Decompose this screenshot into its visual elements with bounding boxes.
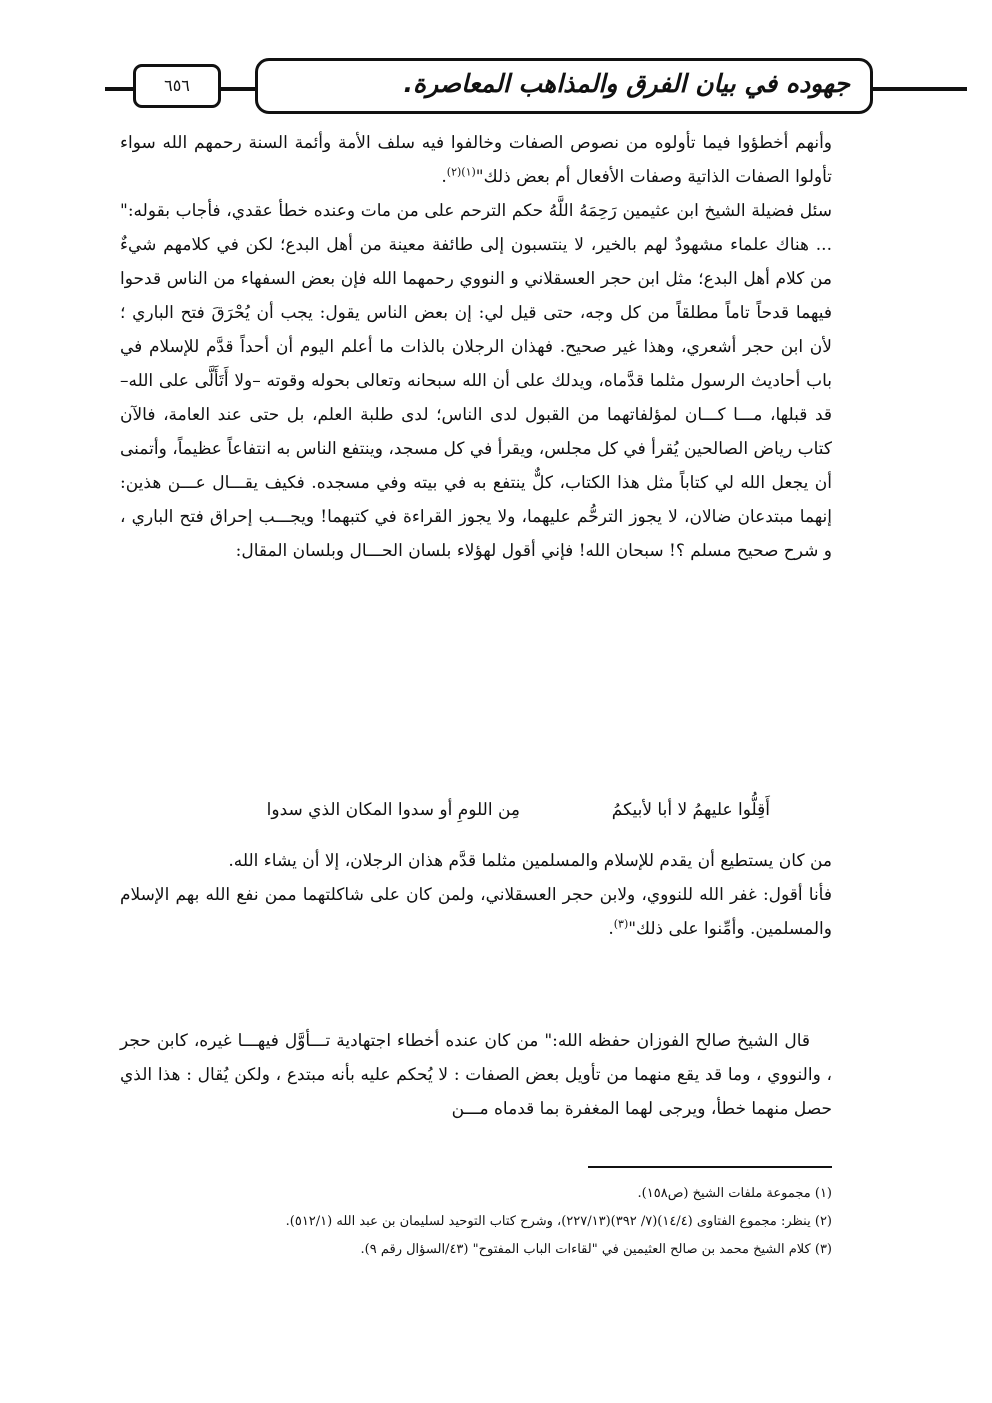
paragraph-3: من كان يستطيع أن يقدم للإسلام والمسلمين مثلما قدَّم هذان الرجلان، إلا أن يشاء الله. xyxy=(228,851,832,871)
paragraph-4-end: . xyxy=(608,919,614,939)
poetry-verse xyxy=(120,793,832,827)
footnote-separator xyxy=(588,1166,832,1168)
running-title: جهوده في بيان الفرق والمذاهب المعاصرة. xyxy=(403,69,850,98)
running-title-box xyxy=(255,58,873,114)
footnote-2: (٢) ينظر: مجموع الفتاوى (١٤/٤)(٧/ ٣٩٢)(٢٢٧/١٣)، وشرح كتاب التوحيد لسليمان بن عبد الله (٥١٢/١). xyxy=(285,1214,832,1229)
footnote-3: (٣) كلام الشيخ محمد بن صالح العثيمين في "لقاءات الباب المفتوح" (٤٣/السؤال رقم ٩). xyxy=(360,1242,832,1257)
page-number: ٦٥٦ xyxy=(164,76,190,95)
header-rule-right xyxy=(871,87,967,91)
header-rule-middle xyxy=(219,87,257,91)
paragraph-5: قال الشيخ صالح الفوزان حفظه الله:" من كان عنده أخطاء اجتهادية تـــأوَّل فيهـــا غيره، كابن حجر ، والنووي ، وما قد يقع منهما من تأويل بعض الصفات : لا يُحكم عليه بأنه مبتدع ، ولكن يُقال : هذا الذي حصل منهما خطأ، ويرجى لهما المغفرة بما قدماه مـــن xyxy=(120,1031,832,1119)
paragraph-1-end: . xyxy=(441,167,447,187)
paragraph-1-text: وأنهم أخطؤوا فيما تأولوه من نصوص الصفات وخالفوا فيه سلف الأمة وأئمة السنة رحمهم الله سواء تأولوا الصفات الذاتية وصفات الأفعال أم بعض ذلك" xyxy=(120,133,832,187)
paragraph-2: سئل فضيلة الشيخ ابن عثيمين رَحِمَهُ اللَّهُ حكم الترحم على من مات وعنده خطأ عقدي، فأجاب بقوله:" ... هناك علماء مشهودٌ لهم بالخير، لا ينتسبون إلى طائفة معينة من أهل البدع؛ لكن في كلامهم شيءٌ من كلام أهل البدع؛ مثل ابن حجر العسقلاني و النووي رحمهما الله فإن بعض السفهاء من الناس قدحوا فيهما قدحاً تاماً مطلقاً من كل وجه، حتى قيل لي: إن بعض الناس يقول: يجب أن يُحْرَقَ فتح الباري ؛ لأن ابن حجر أشعري، وهذا غير صحيح. فهذان الرجلان بالذات ما أعلم اليوم أن أحداً قدَّم للإسلام في باب أحاديث الرسول مثلما قدَّماه، ويدلك على أن الله سبحانه وتعالى بحوله وقوته –ولا أَتَأَلَّى على الله– قد قبلها، مـــا كـــان لمؤلفاتهما من القبول لدى الناس؛ لدى طلبة العلم، بل حتى عند العامة، فالآن كتاب رياض الصالحين يُقرأ في كل مجلس، ويقرأ في كل مسجد، وينتفع الناس به انتفاعاً عظيماً، وأتمنى أن يجعل الله لي كتاباً مثل هذا الكتاب، كلٌّ ينتفع به في بيته وفي مسجده. فكيف يقـــال عـــن هذين: إنهما مبتدعان ضالان، لا يجوز الترحُّم عليهما، ولا يجوز القراءة في كتبهما! ويجـــب إحراق فتح الباري ، و شرح صحيح مسلم ؟! سبحان الله! فإني أقول لهؤلاء بلسان الحـــال وبلسان المقال: xyxy=(120,201,832,561)
main-text-block-3 xyxy=(120,1024,832,1126)
footnotes xyxy=(120,1180,832,1264)
footnote-1: (١) مجموعة ملفات الشيخ (ص١٥٨). xyxy=(637,1186,832,1201)
main-text-block-1 xyxy=(120,126,832,568)
paragraph-1 xyxy=(120,126,832,194)
page-number-box xyxy=(133,64,221,108)
footnote-ref-1-2: (١)(٢) xyxy=(446,165,476,179)
verse-hemistich-first: أَقِلُّوا عليهمُ لا أبا لأبيكمُ xyxy=(611,800,770,820)
paragraph-4-text: فأنا أقول: غفر الله للنووي، ولابن حجر العسقلاني، ولمن كان على شاكلتهما ممن نفع الله بهم الإسلام والمسلمين. وأمِّنوا على ذلك" xyxy=(120,885,832,939)
page-header xyxy=(0,58,992,120)
main-text-block-2 xyxy=(120,844,832,946)
paragraph-4 xyxy=(120,878,832,946)
verse-hemistich-second: مِن اللومِ أو سدوا المكان الذي سدوا xyxy=(266,800,520,820)
footnote-ref-3: (٣) xyxy=(613,917,629,931)
